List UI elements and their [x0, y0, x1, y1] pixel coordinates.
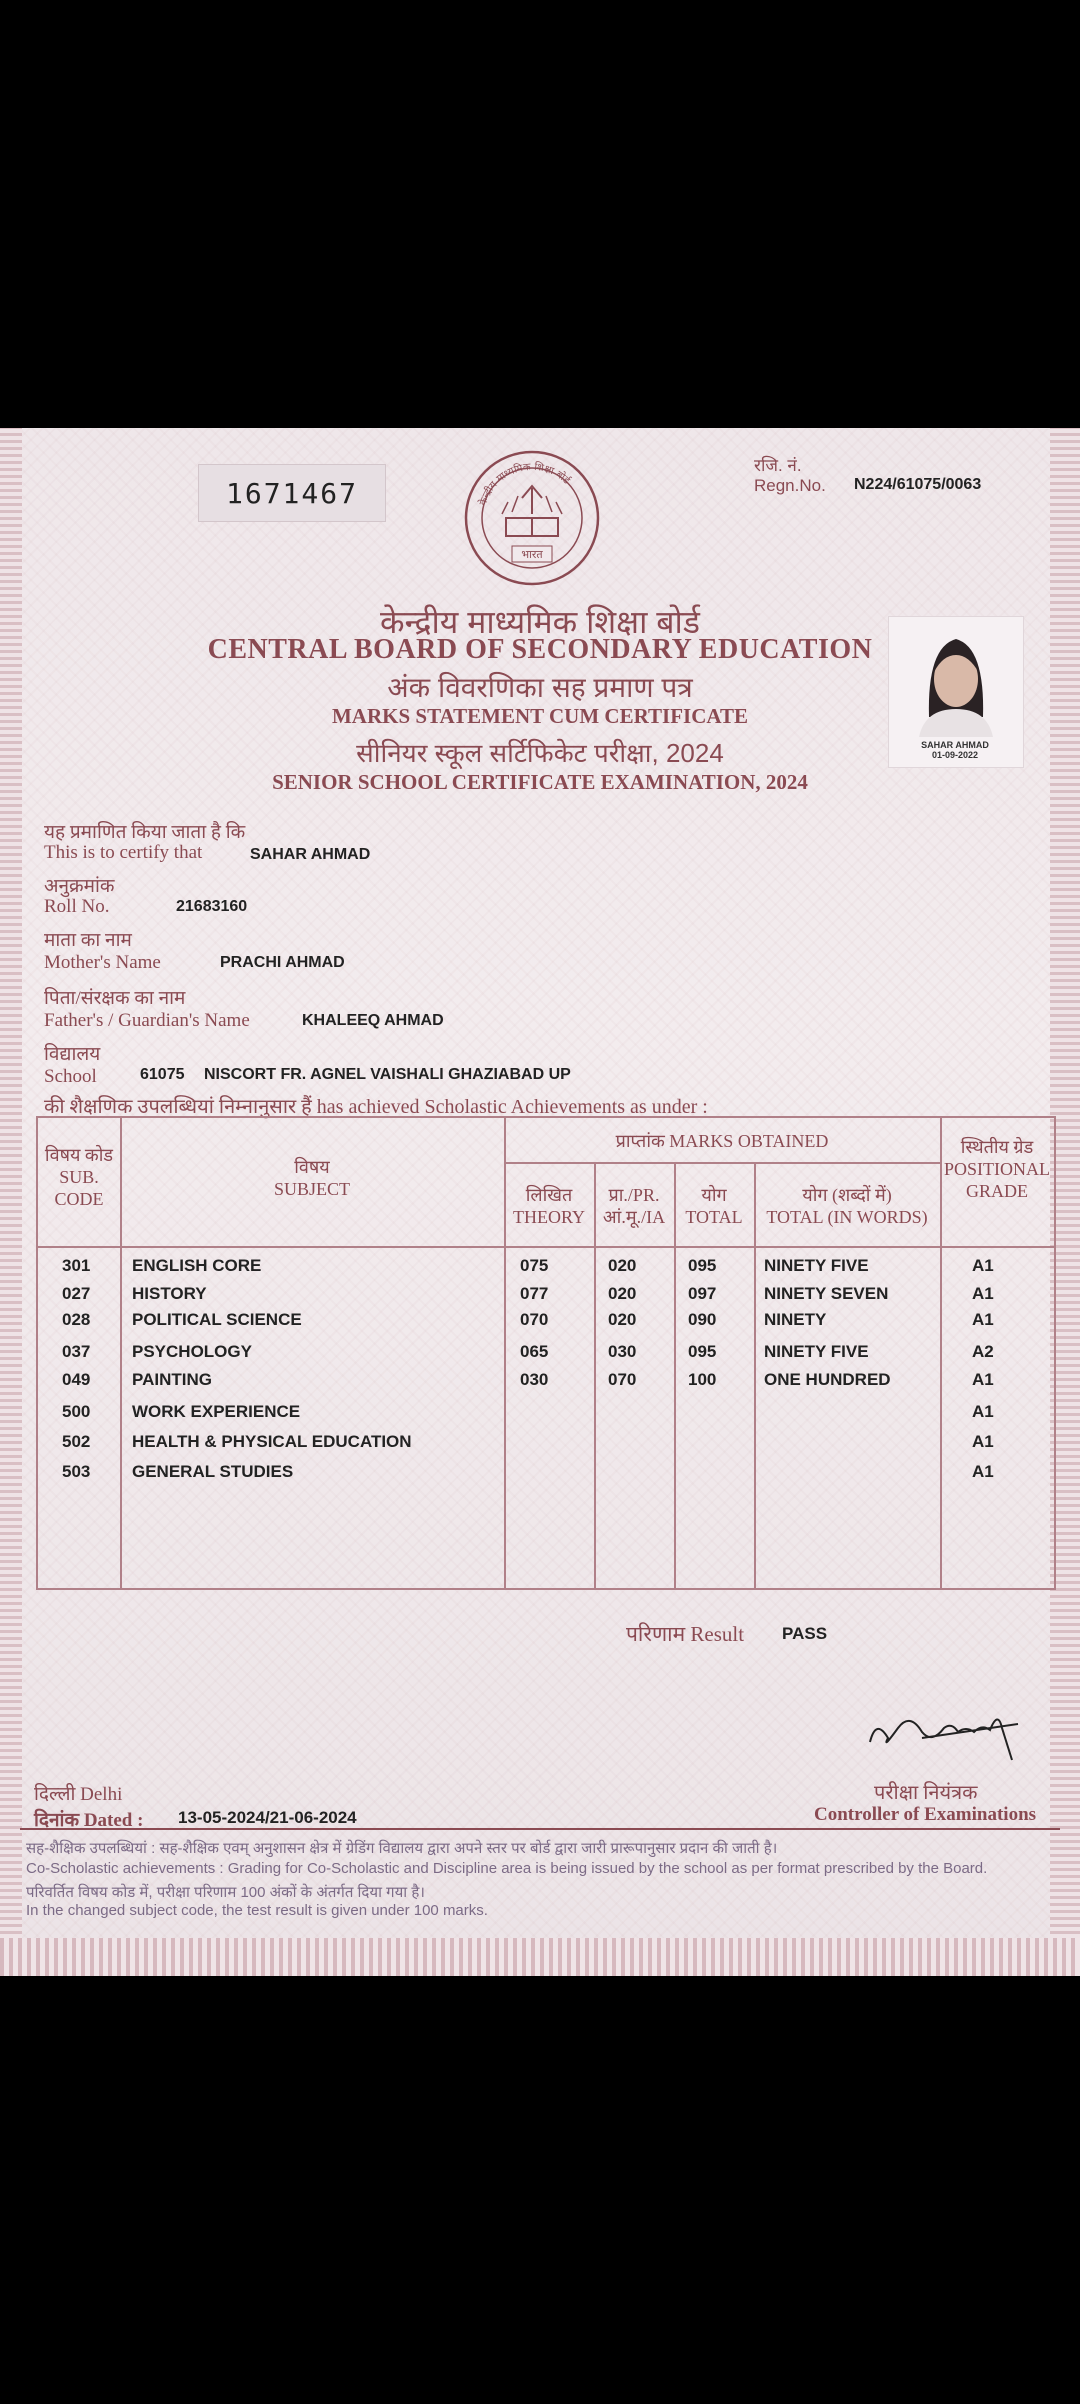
cell-name: PSYCHOLOGY: [132, 1342, 252, 1361]
cell-pr: 020: [608, 1310, 637, 1329]
cell-name: HEALTH & PHYSICAL EDUCATION: [132, 1432, 412, 1451]
table-row: [38, 1284, 1054, 1308]
cell-grade: A1: [972, 1402, 994, 1421]
footer-divider: [20, 1828, 1060, 1830]
serial-number: 1671467: [198, 464, 386, 522]
emblem-text: केन्द्रीय माध्यमिक शिक्षा बोर्ड: [477, 461, 572, 508]
note-changed-code-hi: परिवर्तित विषय कोड में, परीक्षा परिणाम 100 अंकों के अंतर्गत दिया गया है।: [26, 1884, 425, 1901]
cell-code: 037: [62, 1342, 91, 1361]
cell-theory: 030: [520, 1370, 549, 1389]
roll-number: 21683160: [176, 898, 248, 915]
header-subject: विषय SUBJECT: [273, 1157, 351, 1199]
cell-theory: 070: [520, 1310, 549, 1329]
school-label-en: School: [44, 1066, 97, 1087]
cell-total: 097: [688, 1284, 717, 1303]
mother-label-hi: माता का नाम: [44, 930, 132, 951]
cell-words: NINETY SEVEN: [764, 1284, 889, 1303]
father-name: KHALEEQ AHMAD: [302, 1012, 444, 1029]
cell-grade: A1: [972, 1462, 994, 1481]
table-row: [38, 1310, 1054, 1334]
header-theory: लिखित THEORY: [513, 1185, 585, 1227]
cell-pr: 030: [608, 1342, 637, 1361]
cell-words: NINETY FIVE: [764, 1256, 869, 1275]
cell-code: 503: [62, 1462, 91, 1481]
cbse-emblem-icon: [462, 448, 602, 588]
bottom-guilloche-border: [0, 1938, 1080, 1976]
svg-text:केन्द्रीय माध्यमिक शिक्षा बोर्: [477, 461, 573, 507]
header-practical: प्रा./PR. आं.मू./IA: [602, 1185, 666, 1227]
cell-code: 027: [62, 1284, 91, 1303]
result-label: परिणाम Result: [626, 1622, 745, 1646]
cell-code: 028: [62, 1310, 91, 1329]
header-total: योग TOTAL: [685, 1185, 743, 1227]
header-marks-obtained: प्राप्तांक MARKS OBTAINED: [615, 1131, 829, 1151]
dated-label: दिनांक Dated :: [34, 1810, 144, 1831]
cell-grade: A2: [972, 1342, 994, 1361]
cell-total: 095: [688, 1342, 717, 1361]
controller-signature-icon: [862, 1698, 1022, 1764]
note-co-scholastic-hi: सह-शैक्षिक उपलब्धियां : सह-शैक्षिक एवम् अनुशासन क्षेत्र में ग्रेडिंग विद्यालय द्वारा अपने स्तर पर बोर्ड द्वारा जारी प्रारूपानुसार प्रदान की जाती है।: [26, 1840, 778, 1857]
emblem-bottom-text: भारत: [521, 548, 543, 561]
place: दिल्ली Delhi: [34, 1784, 123, 1805]
regn-label: [754, 456, 826, 496]
father-label-hi: पिता/संरक्षक का नाम: [44, 988, 186, 1009]
cell-grade: A1: [972, 1432, 994, 1451]
board-name-english: CENTRAL BOARD OF SECONDARY EDUCATION: [207, 634, 873, 665]
certificate: [0, 428, 1080, 1976]
achievements-line: की शैक्षणिक उपलब्धियां निम्नानुसार हैं has achieved Scholastic Achievements as under :: [44, 1096, 708, 1118]
cell-pr: 020: [608, 1284, 637, 1303]
header-sub-code: विषय कोड SUB. CODE: [44, 1145, 114, 1209]
controller-title-english: Controller of Examinations: [814, 1804, 1037, 1825]
cell-total: 095: [688, 1256, 717, 1275]
cell-theory: 077: [520, 1284, 549, 1303]
cell-name: WORK EXPERIENCE: [132, 1402, 301, 1421]
note-co-scholastic-en: Co-Scholastic achievements : Grading for Co-Scholastic and Discipline area is being issued by the school as per format prescribed by the Board.: [26, 1860, 988, 1877]
regn-label-en: Regn.No.: [754, 476, 826, 495]
certify-label-en: This is to certify that: [44, 842, 203, 863]
cell-total: 090: [688, 1310, 717, 1329]
cell-grade: A1: [972, 1284, 994, 1303]
school-code: 61075: [140, 1066, 185, 1083]
table-row: [38, 1402, 1054, 1426]
cell-grade: A1: [972, 1370, 994, 1389]
cell-theory: 075: [520, 1256, 549, 1275]
school-label-hi: विद्यालय: [44, 1044, 101, 1065]
cell-grade: A1: [972, 1310, 994, 1329]
board-name-hindi: केन्द्रीय माध्यमिक शिक्षा बोर्ड: [380, 604, 700, 640]
result-value: PASS: [782, 1624, 828, 1643]
student-name: SAHAR AHMAD: [250, 846, 371, 863]
cell-code: 502: [62, 1432, 91, 1451]
exam-title-hindi: सीनियर स्कूल सर्टिफिकेट परीक्षा, 2024: [356, 738, 724, 768]
cell-words: NINETY FIVE: [764, 1342, 869, 1361]
table-row: [38, 1342, 1054, 1366]
header-total-words: योग (शब्दों में) TOTAL (IN WORDS): [766, 1185, 928, 1227]
mother-name: PRACHI AHMAD: [220, 954, 345, 971]
cell-total: 100: [688, 1370, 717, 1389]
photo-caption-name: SAHAR AHMAD: [921, 740, 989, 750]
cell-code: 500: [62, 1402, 91, 1421]
mother-label-en: Mother's Name: [44, 952, 161, 973]
cell-theory: 065: [520, 1342, 549, 1361]
cell-name: POLITICAL SCIENCE: [132, 1310, 302, 1329]
table-row: [38, 1432, 1054, 1456]
marks-table: [36, 1116, 1056, 1590]
header-positional-grade: स्थितीय ग्रेड POSITIONAL GRADE: [944, 1137, 1050, 1201]
photo-caption: [888, 740, 1022, 760]
regn-number: N224/61075/0063: [854, 476, 982, 493]
regn-label-hi: रजि. नं.: [754, 456, 802, 475]
dated-value: 13-05-2024/21-06-2024: [178, 1808, 357, 1827]
cell-name: PAINTING: [132, 1370, 212, 1389]
cell-pr: 070: [608, 1370, 637, 1389]
table-row: [38, 1370, 1054, 1394]
cell-words: ONE HUNDRED: [764, 1370, 891, 1389]
photo-caption-date: 01-09-2022: [931, 750, 979, 760]
cell-words: NINETY: [764, 1310, 827, 1329]
school-name: NISCORT FR. AGNEL VAISHALI GHAZIABAD UP: [204, 1066, 571, 1083]
cell-name: ENGLISH CORE: [132, 1256, 262, 1275]
document-title-hindi: अंक विवरणिका सह प्रमाण पत्र: [387, 672, 693, 703]
note-changed-code-en: In the changed subject code, the test result is given under 100 marks.: [26, 1902, 488, 1919]
cell-pr: 020: [608, 1256, 637, 1275]
controller-title-hindi: परीक्षा नियंत्रक: [874, 1782, 978, 1804]
cell-code: 049: [62, 1370, 91, 1389]
table-row: [38, 1256, 1054, 1280]
document-title-english: MARKS STATEMENT CUM CERTIFICATE: [331, 704, 748, 728]
father-label-en: Father's / Guardian's Name: [44, 1010, 250, 1031]
cell-name: GENERAL STUDIES: [132, 1462, 294, 1481]
cell-code: 301: [62, 1256, 91, 1275]
roll-label-en: Roll No.: [44, 896, 110, 917]
exam-title-english: SENIOR SCHOOL CERTIFICATE EXAMINATION, 2024: [272, 770, 808, 794]
cell-name: HISTORY: [132, 1284, 207, 1303]
certify-label-hi: यह प्रमाणित किया जाता है कि: [44, 822, 246, 843]
table-row: [38, 1462, 1054, 1486]
roll-label-hi: अनुक्रमांक: [44, 876, 115, 897]
cell-grade: A1: [972, 1256, 994, 1275]
student-portrait-icon: [889, 617, 1023, 737]
